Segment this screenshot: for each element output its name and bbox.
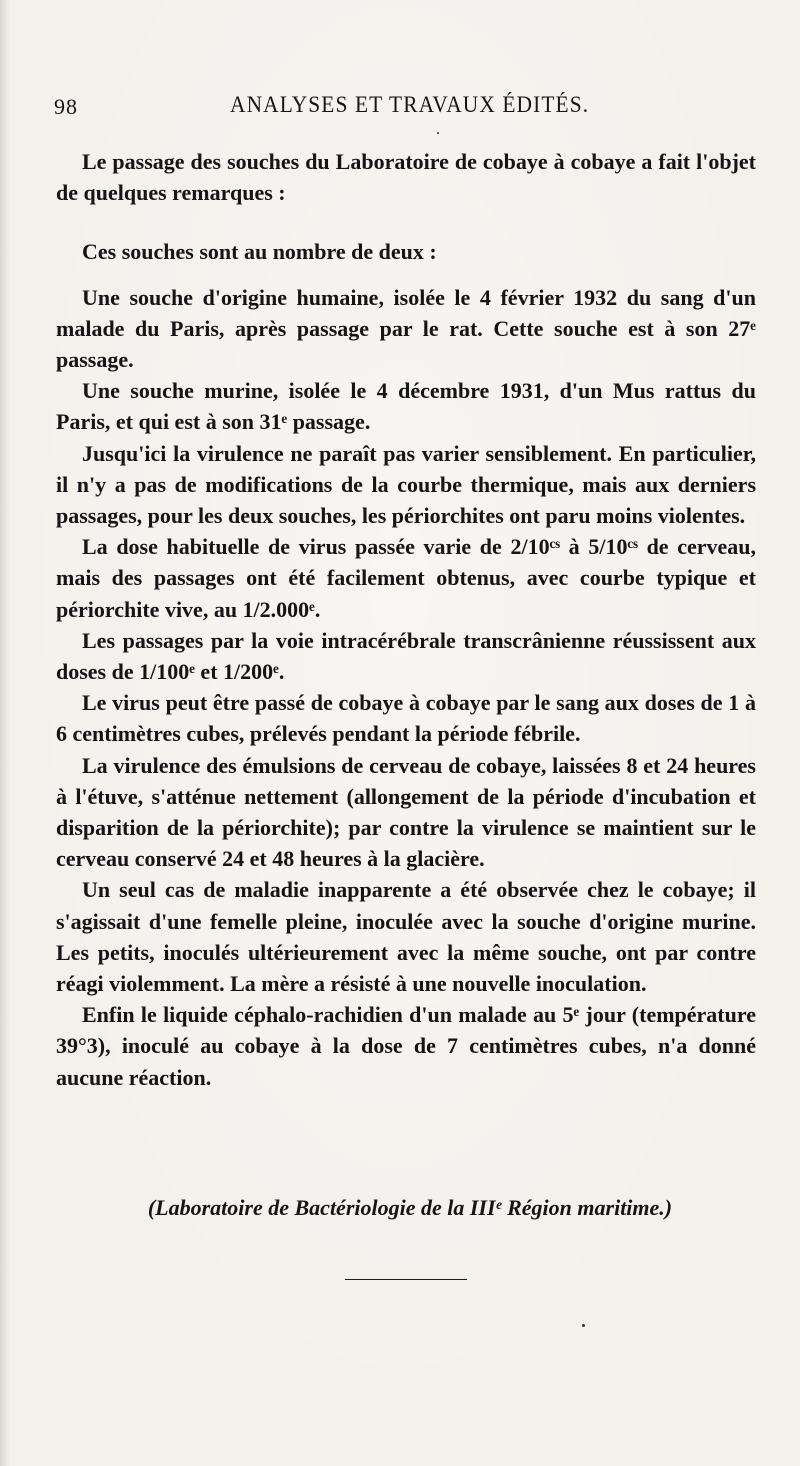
paragraph-emulsions: La virulence des émulsions de cerveau de cobaye, laissées 8 et 24 heures à l'étuve, s'atténue nettement (allongement de la période d'incubation et disparition de la périorchite); par contre la virulence se maintient sur le cerveau conservé 24 et 48 heures à la glacière. <box>56 752 756 872</box>
page-edge-shadow <box>0 0 10 1466</box>
body-text <box>56 146 756 1093</box>
paragraph-murine-strain: Une souche murine, isolée le 4 décembre 1931, d'un Mus rattus du Paris, et qui est à son 31ᵉ passage. <box>56 378 756 435</box>
running-head: ANALYSES ET TRAVAUX ÉDITÉS. <box>230 92 590 117</box>
paragraph-dose: La dose habituelle de virus passée varie de 2/10ᶜˢ à 5/10ᶜˢ de cerveau, mais des passages ont été facilement obtenus, avec courbe typique et périorchite vive, au 1/2.000ᵉ. <box>56 534 756 622</box>
paragraph-inapparent-case: Un seul cas de maladie inapparente a été observée chez le cobaye; il s'agissait d'une femelle pleine, inoculée avec la souche d'origine murine. Les petits, inoculés ultérieurement avec la même souche, ont par contre réagi violemment. La mère a résisté à une nouvelle inoculation. <box>56 877 756 997</box>
paragraph-human-strain: Une souche d'origine humaine, isolée le 4 février 1932 du sang d'un malade du Paris, après passage par le rat. Cette souche est à son 27ᵉ passage. <box>56 284 756 373</box>
paper-speck <box>582 1324 585 1327</box>
paper-speck <box>437 132 439 134</box>
paragraph-count: Ces souches sont au nombre de deux : <box>82 239 437 265</box>
page-number: 98 <box>54 94 78 119</box>
paragraph-blood-passage: Le virus peut être passé de cobaye à cobaye par le sang aux doses de 1 à 6 centimètres cubes, prélevés pendant la période fébrile. <box>56 690 756 747</box>
attribution: (Laboratoire de Bactériologie de la IIIᵉ Région maritime.) <box>147 1195 673 1220</box>
paragraph-intracerebral: Les passages par la voie intracérébrale transcrânienne réussissent aux doses de 1/100ᵉ et 1/200ᵉ. <box>56 627 756 685</box>
paragraph-csf: Enfin le liquide céphalo-rachidien d'un malade au 5ᵉ jour (température 39°3), inoculé au cobaye à la dose de 7 centimètres cubes, n'a donné aucune réaction. <box>56 1002 756 1090</box>
paragraph-intro: Le passage des souches du Laboratoire de cobaye à cobaye a fait l'objet de quelques remarques : <box>56 149 756 206</box>
end-rule <box>345 1279 467 1280</box>
paragraph-virulence: Jusqu'ici la virulence ne paraît pas varier sensiblement. En particulier, il n'y a pas de modifications de la courbe thermique, mais aux derniers passages, pour les deux souches, les périorchites ont paru moins violentes. <box>56 440 756 529</box>
